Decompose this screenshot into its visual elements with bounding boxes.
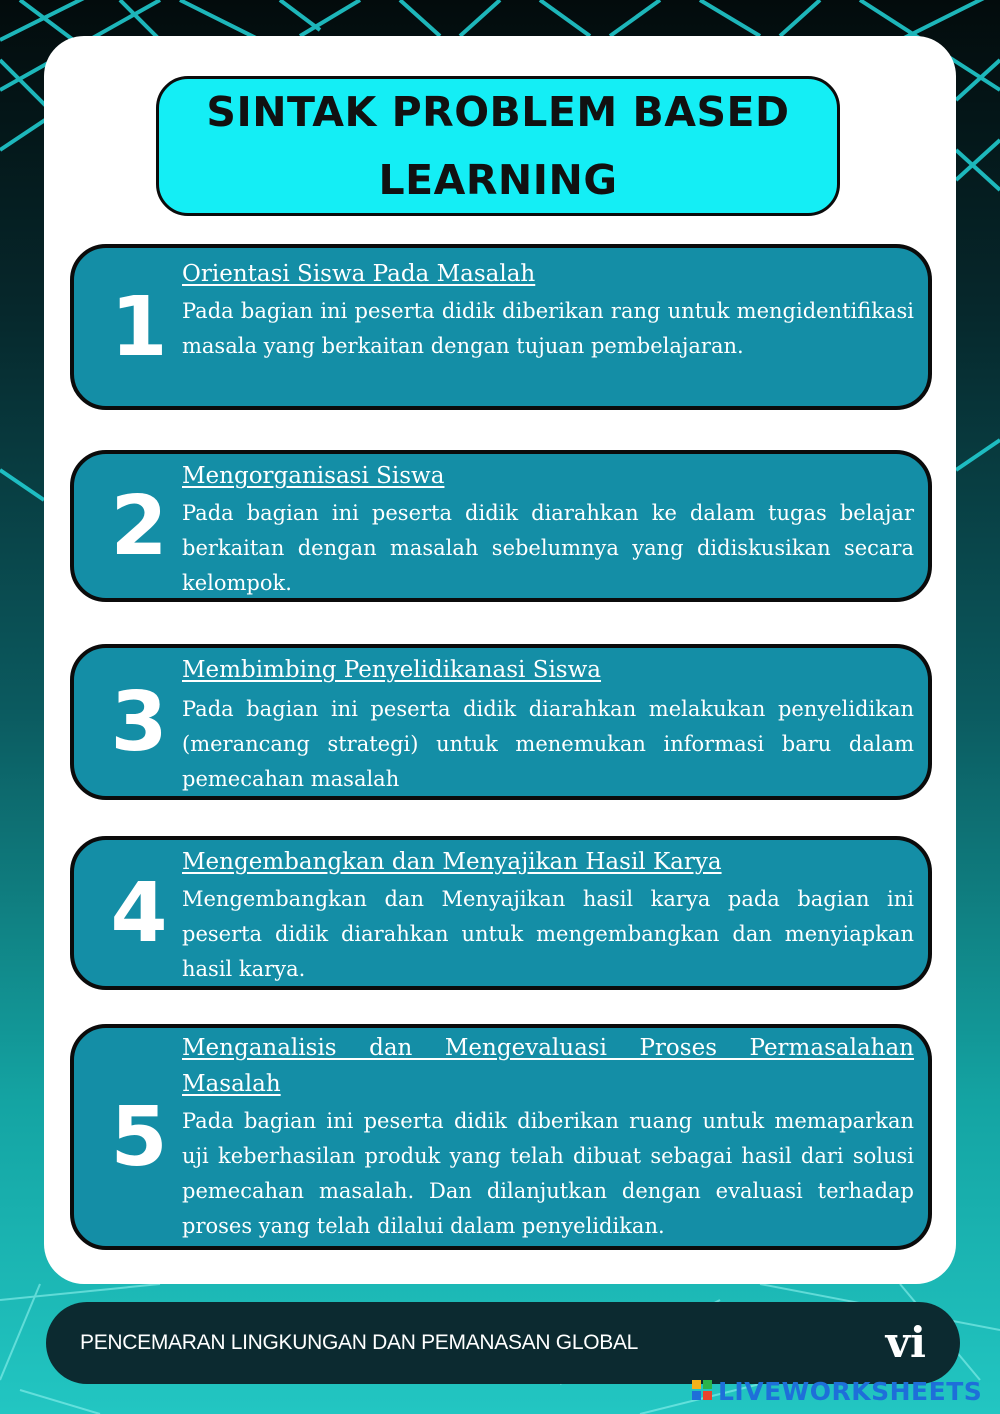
title-box [156, 76, 840, 216]
step-card-3 [70, 644, 932, 800]
footer-bar [46, 1302, 960, 1384]
step-description: Pada bagian ini peserta didik diarahkan ke dalam tugas belajar berkaitan dengan masalah sebelumnya yang didiskusikan secara kelompok. [182, 501, 914, 595]
watermark-text: LIVEWORKSHEETS [718, 1376, 983, 1406]
liveworksheets-watermark [692, 1376, 982, 1406]
step-card-2 [70, 450, 932, 602]
step-card-5 [70, 1024, 932, 1250]
step-number: 5 [110, 1089, 168, 1185]
footer-logo: vi [885, 1318, 926, 1367]
page-title: SINTAK PROBLEM BASED LEARNING [206, 88, 790, 204]
step-heading: Orientasi Siswa Pada Masalah [182, 261, 536, 287]
step-number: 3 [110, 674, 168, 770]
step-description: Mengembangkan dan Menyajikan hasil karya pada bagian ini peserta didik diarahkan untuk mengembangkan dan menyiapkan hasil karya. [182, 887, 914, 981]
step-card-4 [70, 836, 932, 990]
liveworksheets-logo-icon [692, 1380, 714, 1402]
step-card-1 [70, 244, 932, 410]
step-heading: Mengembangkan dan Menyajikan Hasil Karya [182, 849, 722, 875]
step-description: Pada bagian ini peserta didik diberikan ruang untuk memaparkan uji keberhasilan produk yang telah dibuat sebagai hasil dari solusi pemecahan masalah. Dan dilanjutkan dengan evaluasi terhadap proses yang telah dilalui dalam penyelidikan. [182, 1109, 914, 1238]
footer-topic: PENCEMARAN LINGKUNGAN DAN PEMANASAN GLOBAL [80, 1331, 639, 1354]
step-description: Pada bagian ini peserta didik diarahkan melakukan penyelidikan (merancang strategi) untuk menemukan informasi baru dalam pemecahan masalah [182, 697, 914, 791]
step-number: 1 [110, 279, 168, 375]
step-heading: Membimbing Penyelidikanasi Siswa [182, 657, 602, 683]
step-number: 2 [110, 478, 168, 574]
step-heading: Menganalisis dan Mengevaluasi Proses Permasalahan Masalah [182, 1035, 914, 1097]
step-description: Pada bagian ini peserta didik diberikan rang untuk mengidentifikasi masala yang berkaitan dengan tujuan pembelajaran. [182, 299, 914, 358]
step-number: 4 [110, 865, 168, 961]
step-heading: Mengorganisasi Siswa [182, 463, 445, 489]
